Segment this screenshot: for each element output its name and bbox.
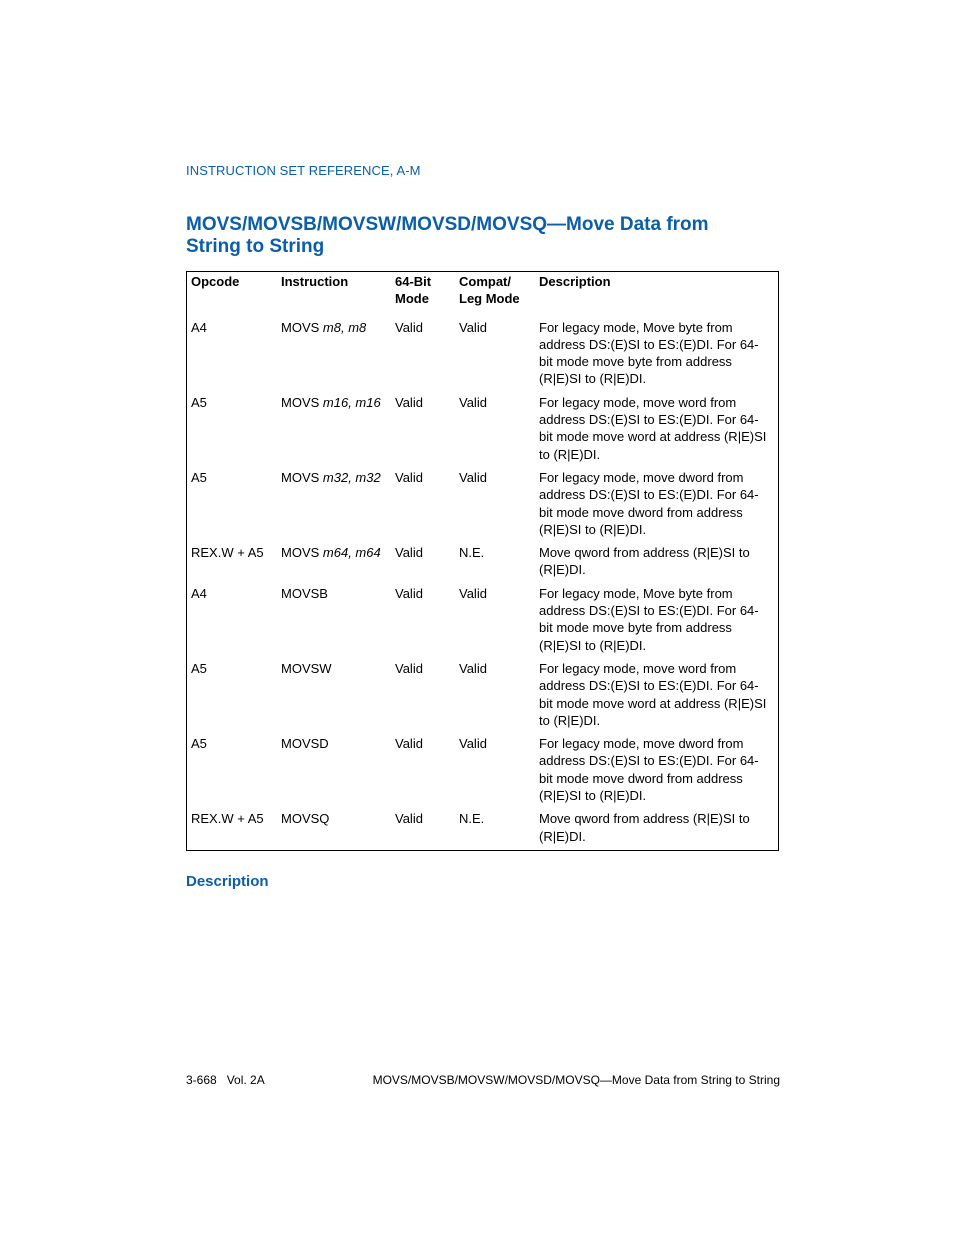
cell-description: For legacy mode, move dword from address DS:(E)SI to ES:(E)DI. For 64-bit mode move dword from address (R|E)SI to (R|E)DI. — [539, 736, 759, 804]
cell-instruction — [277, 539, 391, 580]
cell-operands: m64, m64 — [322, 545, 381, 561]
cell-64bit-mode: Valid — [395, 585, 423, 601]
cell-instruction — [277, 314, 391, 389]
opcode-table — [186, 271, 779, 851]
cell-compat-mode: Valid — [459, 469, 487, 485]
table-row — [187, 805, 779, 850]
cell-64bit-mode: Valid — [395, 394, 423, 410]
header-64bit-mode — [391, 272, 455, 314]
table-row — [187, 389, 779, 464]
cell-opcode: A5 — [191, 660, 207, 676]
footer-page-number: 3-668 — [186, 1073, 217, 1087]
header-compat-leg-mode — [455, 272, 535, 314]
cell-opcode: REX.W + A5 — [191, 811, 264, 827]
cell-64bit-mode: Valid — [395, 545, 423, 561]
cell-instruction — [277, 464, 391, 539]
cell-description: For legacy mode, move word from address DS:(E)SI to ES:(E)DI. For 64-bit mode move word at address (R|E)SI to (R|E)DI. — [539, 394, 767, 462]
cell-mnemonic: MOVS — [281, 319, 320, 335]
table-row — [187, 580, 779, 655]
footer-page-info — [186, 1073, 265, 1087]
cell-compat-mode: Valid — [459, 585, 487, 601]
cell-opcode: A5 — [191, 736, 207, 752]
cell-mnemonic: MOVSQ — [281, 811, 330, 827]
header-instruction: Instruction — [281, 274, 349, 289]
cell-compat-mode: Valid — [459, 319, 487, 335]
table-row — [187, 655, 779, 730]
cell-operands: m8, m8 — [322, 319, 367, 335]
cell-description: For legacy mode, Move byte from address DS:(E)SI to ES:(E)DI. For 64-bit mode move byte from address (R|E)SI to (R|E)DI. — [539, 585, 759, 653]
cell-description: Move qword from address (R|E)SI to (R|E)DI. — [539, 545, 750, 578]
footer-volume: Vol. 2A — [226, 1073, 265, 1087]
cell-description: Move qword from address (R|E)SI to (R|E)DI. — [539, 811, 750, 844]
cell-64bit-mode: Valid — [395, 736, 423, 752]
running-head: INSTRUCTION SET REFERENCE, A-M — [186, 163, 421, 178]
cell-mnemonic: MOVSD — [281, 736, 329, 752]
table-row — [187, 730, 779, 805]
cell-instruction — [277, 805, 391, 850]
cell-64bit-mode: Valid — [395, 811, 423, 827]
cell-opcode: A5 — [191, 394, 207, 410]
header-compat-line-2: Leg Mode — [459, 291, 520, 307]
table-row — [187, 314, 779, 389]
cell-compat-mode: N.E. — [459, 811, 485, 827]
cell-opcode: A4 — [191, 585, 207, 601]
page-title-line-2: String to String — [186, 236, 325, 257]
cell-mnemonic: MOVS — [281, 545, 320, 561]
cell-64bit-mode: Valid — [395, 469, 423, 485]
table-row — [187, 539, 779, 580]
table-header-row — [187, 272, 779, 314]
header-opcode: Opcode — [191, 274, 240, 289]
cell-mnemonic: MOVSB — [281, 585, 328, 601]
cell-description: For legacy mode, move dword from address DS:(E)SI to ES:(E)DI. For 64-bit mode move dword from address (R|E)SI to (R|E)DI. — [539, 469, 759, 537]
cell-description: For legacy mode, move word from address DS:(E)SI to ES:(E)DI. For 64-bit mode move word at address (R|E)SI to (R|E)DI. — [539, 660, 767, 728]
cell-operands: m16, m16 — [322, 394, 381, 410]
header-compat-line-1: Compat/ — [459, 274, 511, 289]
header-64bit-line-2: Mode — [395, 291, 429, 307]
cell-instruction — [277, 580, 391, 655]
cell-mnemonic: MOVSW — [281, 660, 332, 676]
cell-instruction — [277, 655, 391, 730]
cell-operands: m32, m32 — [322, 469, 381, 485]
cell-compat-mode: Valid — [459, 394, 487, 410]
header-description: Description — [539, 274, 611, 289]
cell-compat-mode: Valid — [459, 736, 487, 752]
table-row — [187, 464, 779, 539]
page-title — [186, 214, 746, 258]
cell-opcode: A4 — [191, 319, 207, 335]
page-title-line-1: MOVS/MOVSB/MOVSW/MOVSD/MOVSQ—Move Data from — [186, 214, 709, 235]
cell-mnemonic: MOVS — [281, 394, 320, 410]
footer-title: MOVS/MOVSB/MOVSW/MOVSD/MOVSQ—Move Data from String to String — [372, 1073, 780, 1087]
cell-mnemonic: MOVS — [281, 469, 320, 485]
cell-opcode: REX.W + A5 — [191, 545, 264, 561]
cell-description: For legacy mode, Move byte from address DS:(E)SI to ES:(E)DI. For 64-bit mode move byte from address (R|E)SI to (R|E)DI. — [539, 319, 759, 387]
cell-compat-mode: N.E. — [459, 545, 485, 561]
cell-64bit-mode: Valid — [395, 660, 423, 676]
cell-opcode: A5 — [191, 469, 207, 485]
cell-64bit-mode: Valid — [395, 319, 423, 335]
cell-instruction — [277, 389, 391, 464]
header-64bit-line-1: 64-Bit — [395, 274, 432, 289]
cell-compat-mode: Valid — [459, 660, 487, 676]
cell-instruction — [277, 730, 391, 805]
section-heading-description: Description — [186, 873, 269, 890]
